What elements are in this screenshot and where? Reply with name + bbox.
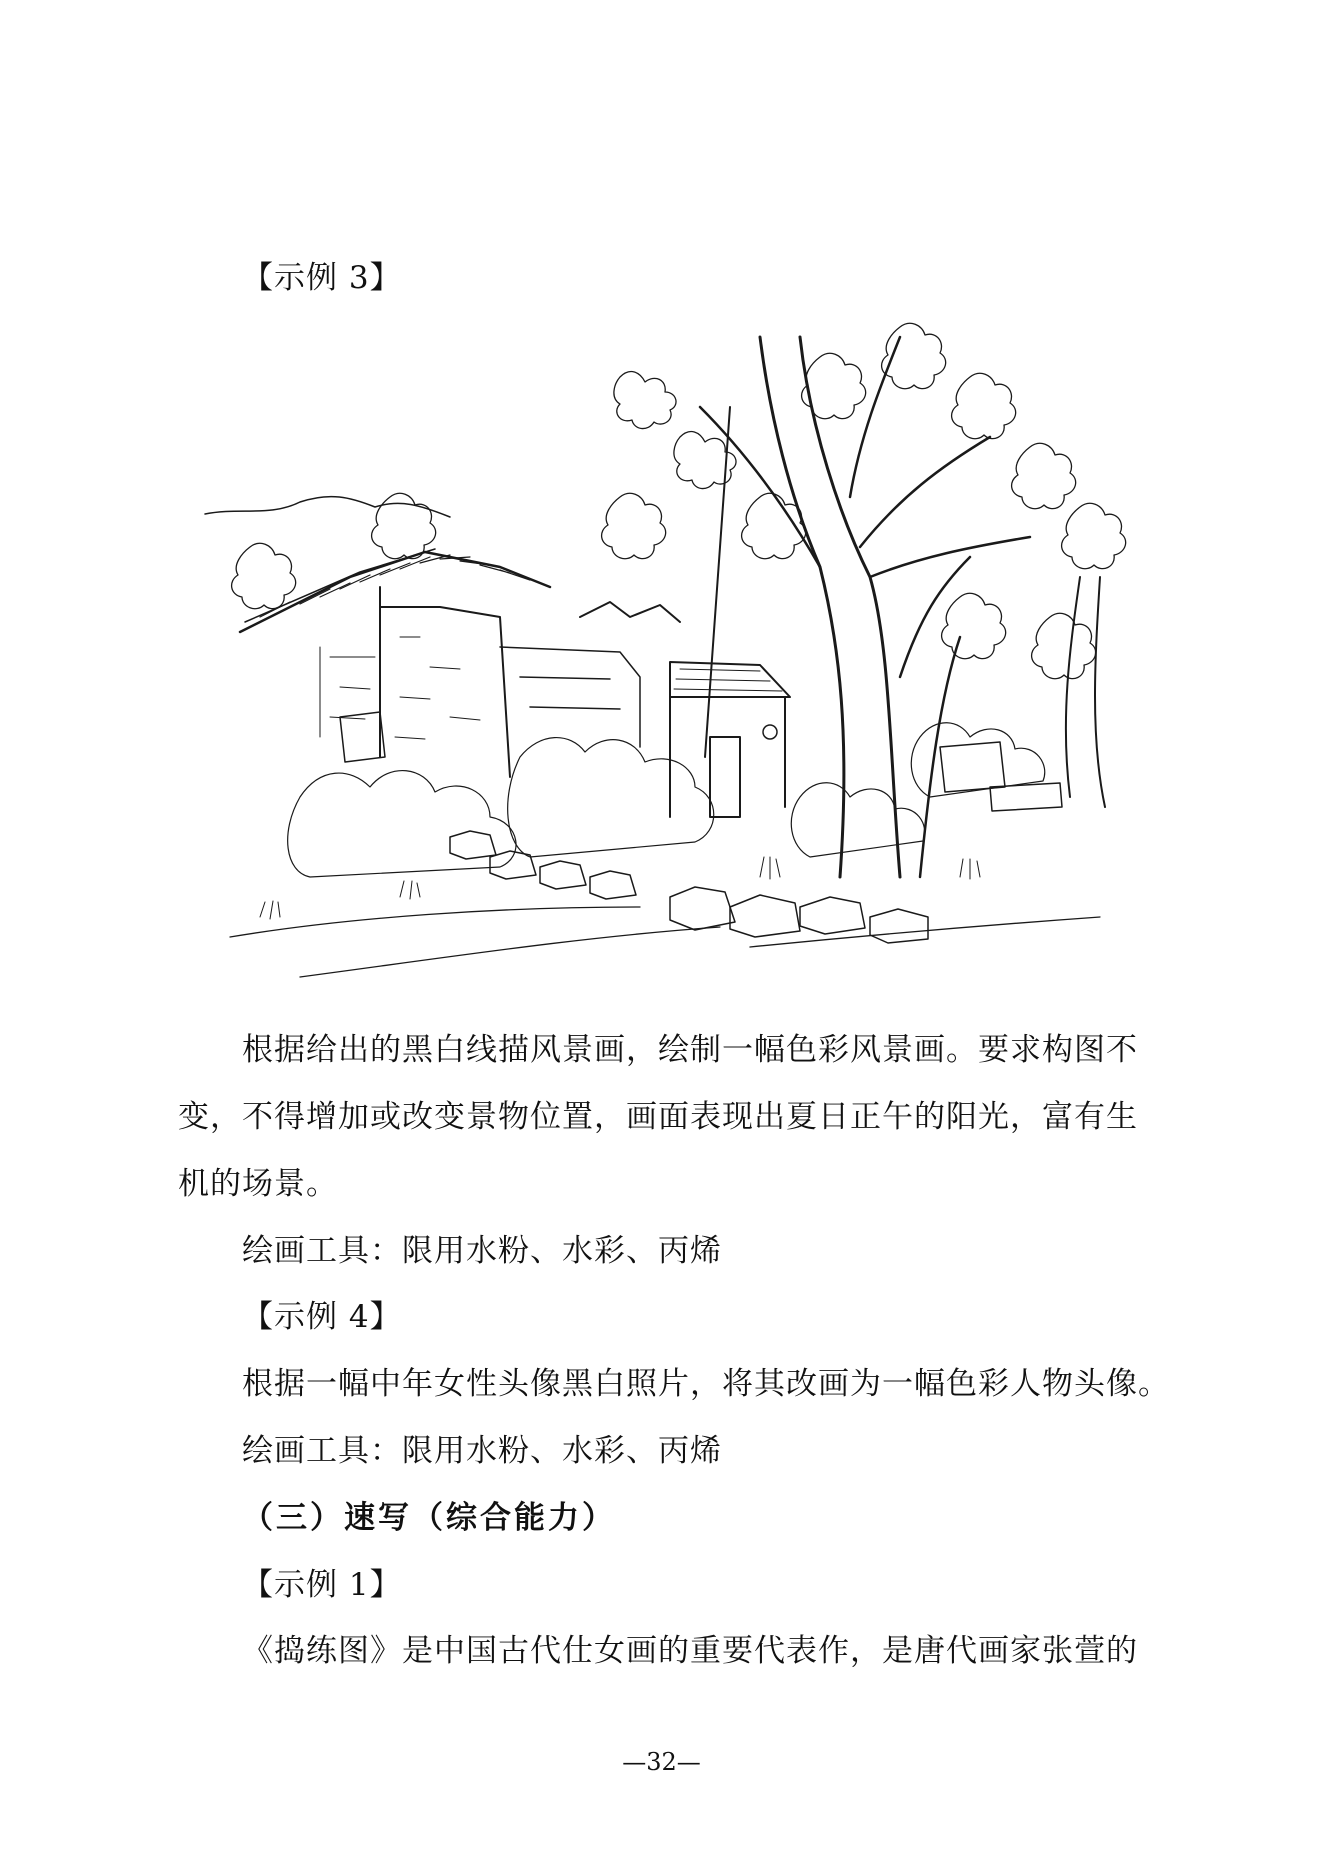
- painting-tools-2: 绘画工具：限用水粉、水彩、丙烯: [242, 1433, 722, 1469]
- paragraph-1-line-2: 变，不得增加或改变景物位置，画面表现出夏日正午的阳光，富有生: [178, 1099, 1138, 1135]
- paragraph-1-line-1: 根据给出的黑白线描风景画，绘制一幅色彩风景画。要求构图不: [242, 1032, 1138, 1068]
- painting-tools-1: 绘画工具：限用水粉、水彩、丙烯: [242, 1233, 722, 1269]
- example-4-label: 【示例 4】: [242, 1299, 402, 1335]
- example-3-label: 【示例 3】: [242, 260, 402, 296]
- landscape-line-drawing-icon: [200, 317, 1130, 997]
- example-1-label: 【示例 1】: [242, 1567, 402, 1603]
- example-4-text: 根据一幅中年女性头像黑白照片，将其改画为一幅色彩人物头像。: [242, 1366, 1170, 1402]
- section-3-heading: （三）速写（综合能力）: [242, 1500, 616, 1536]
- example-1-text: 《捣练图》是中国古代仕女画的重要代表作，是唐代画家张萱的: [242, 1633, 1138, 1669]
- landscape-line-drawing-illustration: [200, 317, 1130, 997]
- page-number: —32—: [622, 1748, 701, 1776]
- paragraph-1-line-3: 机的场景。: [178, 1166, 338, 1202]
